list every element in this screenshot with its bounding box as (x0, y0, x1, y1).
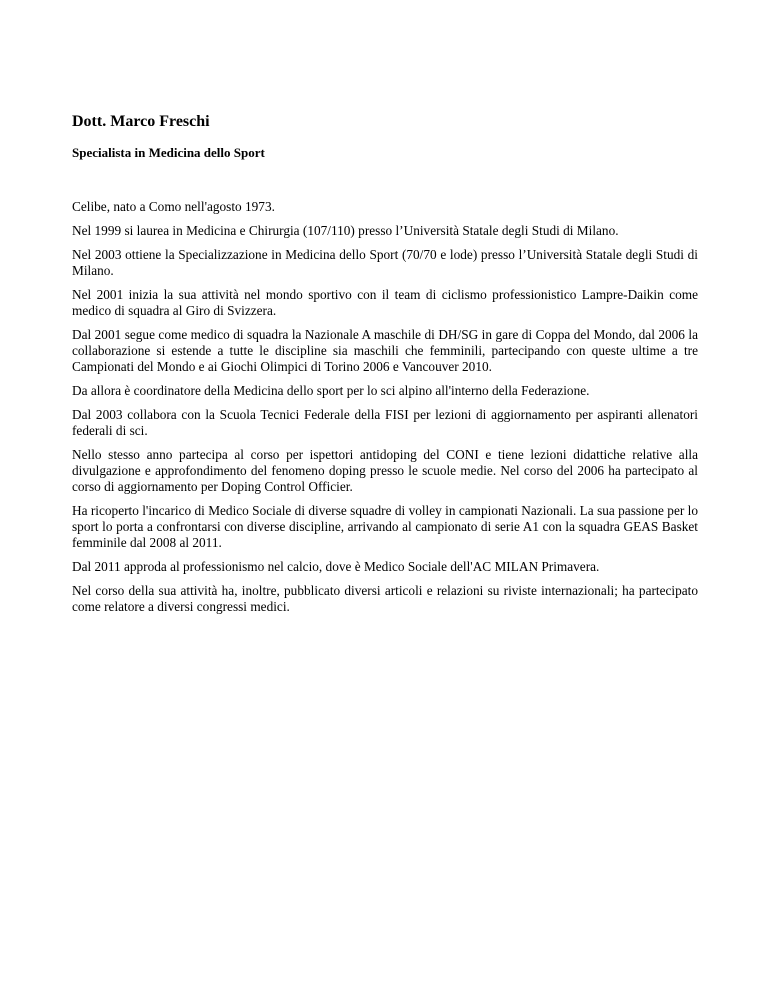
paragraph: Nel 2003 ottiene la Specializzazione in Medicina dello Sport (70/70 e lode) presso l’Università Statale degli Studi di Milano. (72, 247, 698, 278)
document-body (72, 199, 698, 615)
document-title: Dott. Marco Freschi (72, 113, 210, 130)
paragraph: Dal 2001 segue come medico di squadra la Nazionale A maschile di DH/SG in gare di Coppa del Mondo, dal 2006 la collaborazione si estende a tutte le discipline sia maschili che femminili, partecipando con queste ultime a tre Campionati del Mondo e ai Giochi Olimpici di Torino 2006 e Vancouver 2010. (72, 327, 698, 374)
paragraph: Da allora è coordinatore della Medicina dello sport per lo sci alpino all'interno della Federazione. (72, 383, 590, 398)
paragraph: Nel 1999 si laurea in Medicina e Chirurgia (107/110) presso l’Università Statale degli Studi di Milano. (72, 223, 619, 238)
paragraph: Nel 2001 inizia la sua attività nel mondo sportivo con il team di ciclismo professionistico Lampre-Daikin come medico di squadra al Giro di Svizzera. (72, 287, 698, 318)
document-subtitle: Specialista in Medicina dello Sport (72, 145, 265, 160)
paragraph: Ha ricoperto l'incarico di Medico Sociale di diverse squadre di volley in campionati Nazionali. La sua passione per lo sport lo porta a confrontarsi con diverse discipline, arrivando al campionato di serie A1 con la squadra GEAS Basket femminile dal 2008 al 2011. (72, 503, 698, 550)
document-page (72, 112, 698, 623)
paragraph: Celibe, nato a Como nell'agosto 1973. (72, 199, 275, 214)
paragraph: Nel corso della sua attività ha, inoltre, pubblicato diversi articoli e relazioni su riviste internazionali; ha partecipato come relatore a diversi congressi medici. (72, 583, 698, 614)
paragraph: Nello stesso anno partecipa al corso per ispettori antidoping del CONI e tiene lezioni didattiche relative alla divulgazione e approfondimento del fenomeno doping presso le scuole medie. Nel corso del 2006 ha partecipato al corso di aggiornamento per Doping Control Officier. (72, 447, 698, 494)
paragraph: Dal 2003 collabora con la Scuola Tecnici Federale della FISI per lezioni di aggiornamento per aspiranti allenatori federali di sci. (72, 407, 698, 438)
paragraph: Dal 2011 approda al professionismo nel calcio, dove è Medico Sociale dell'AC MILAN Primavera. (72, 559, 600, 574)
